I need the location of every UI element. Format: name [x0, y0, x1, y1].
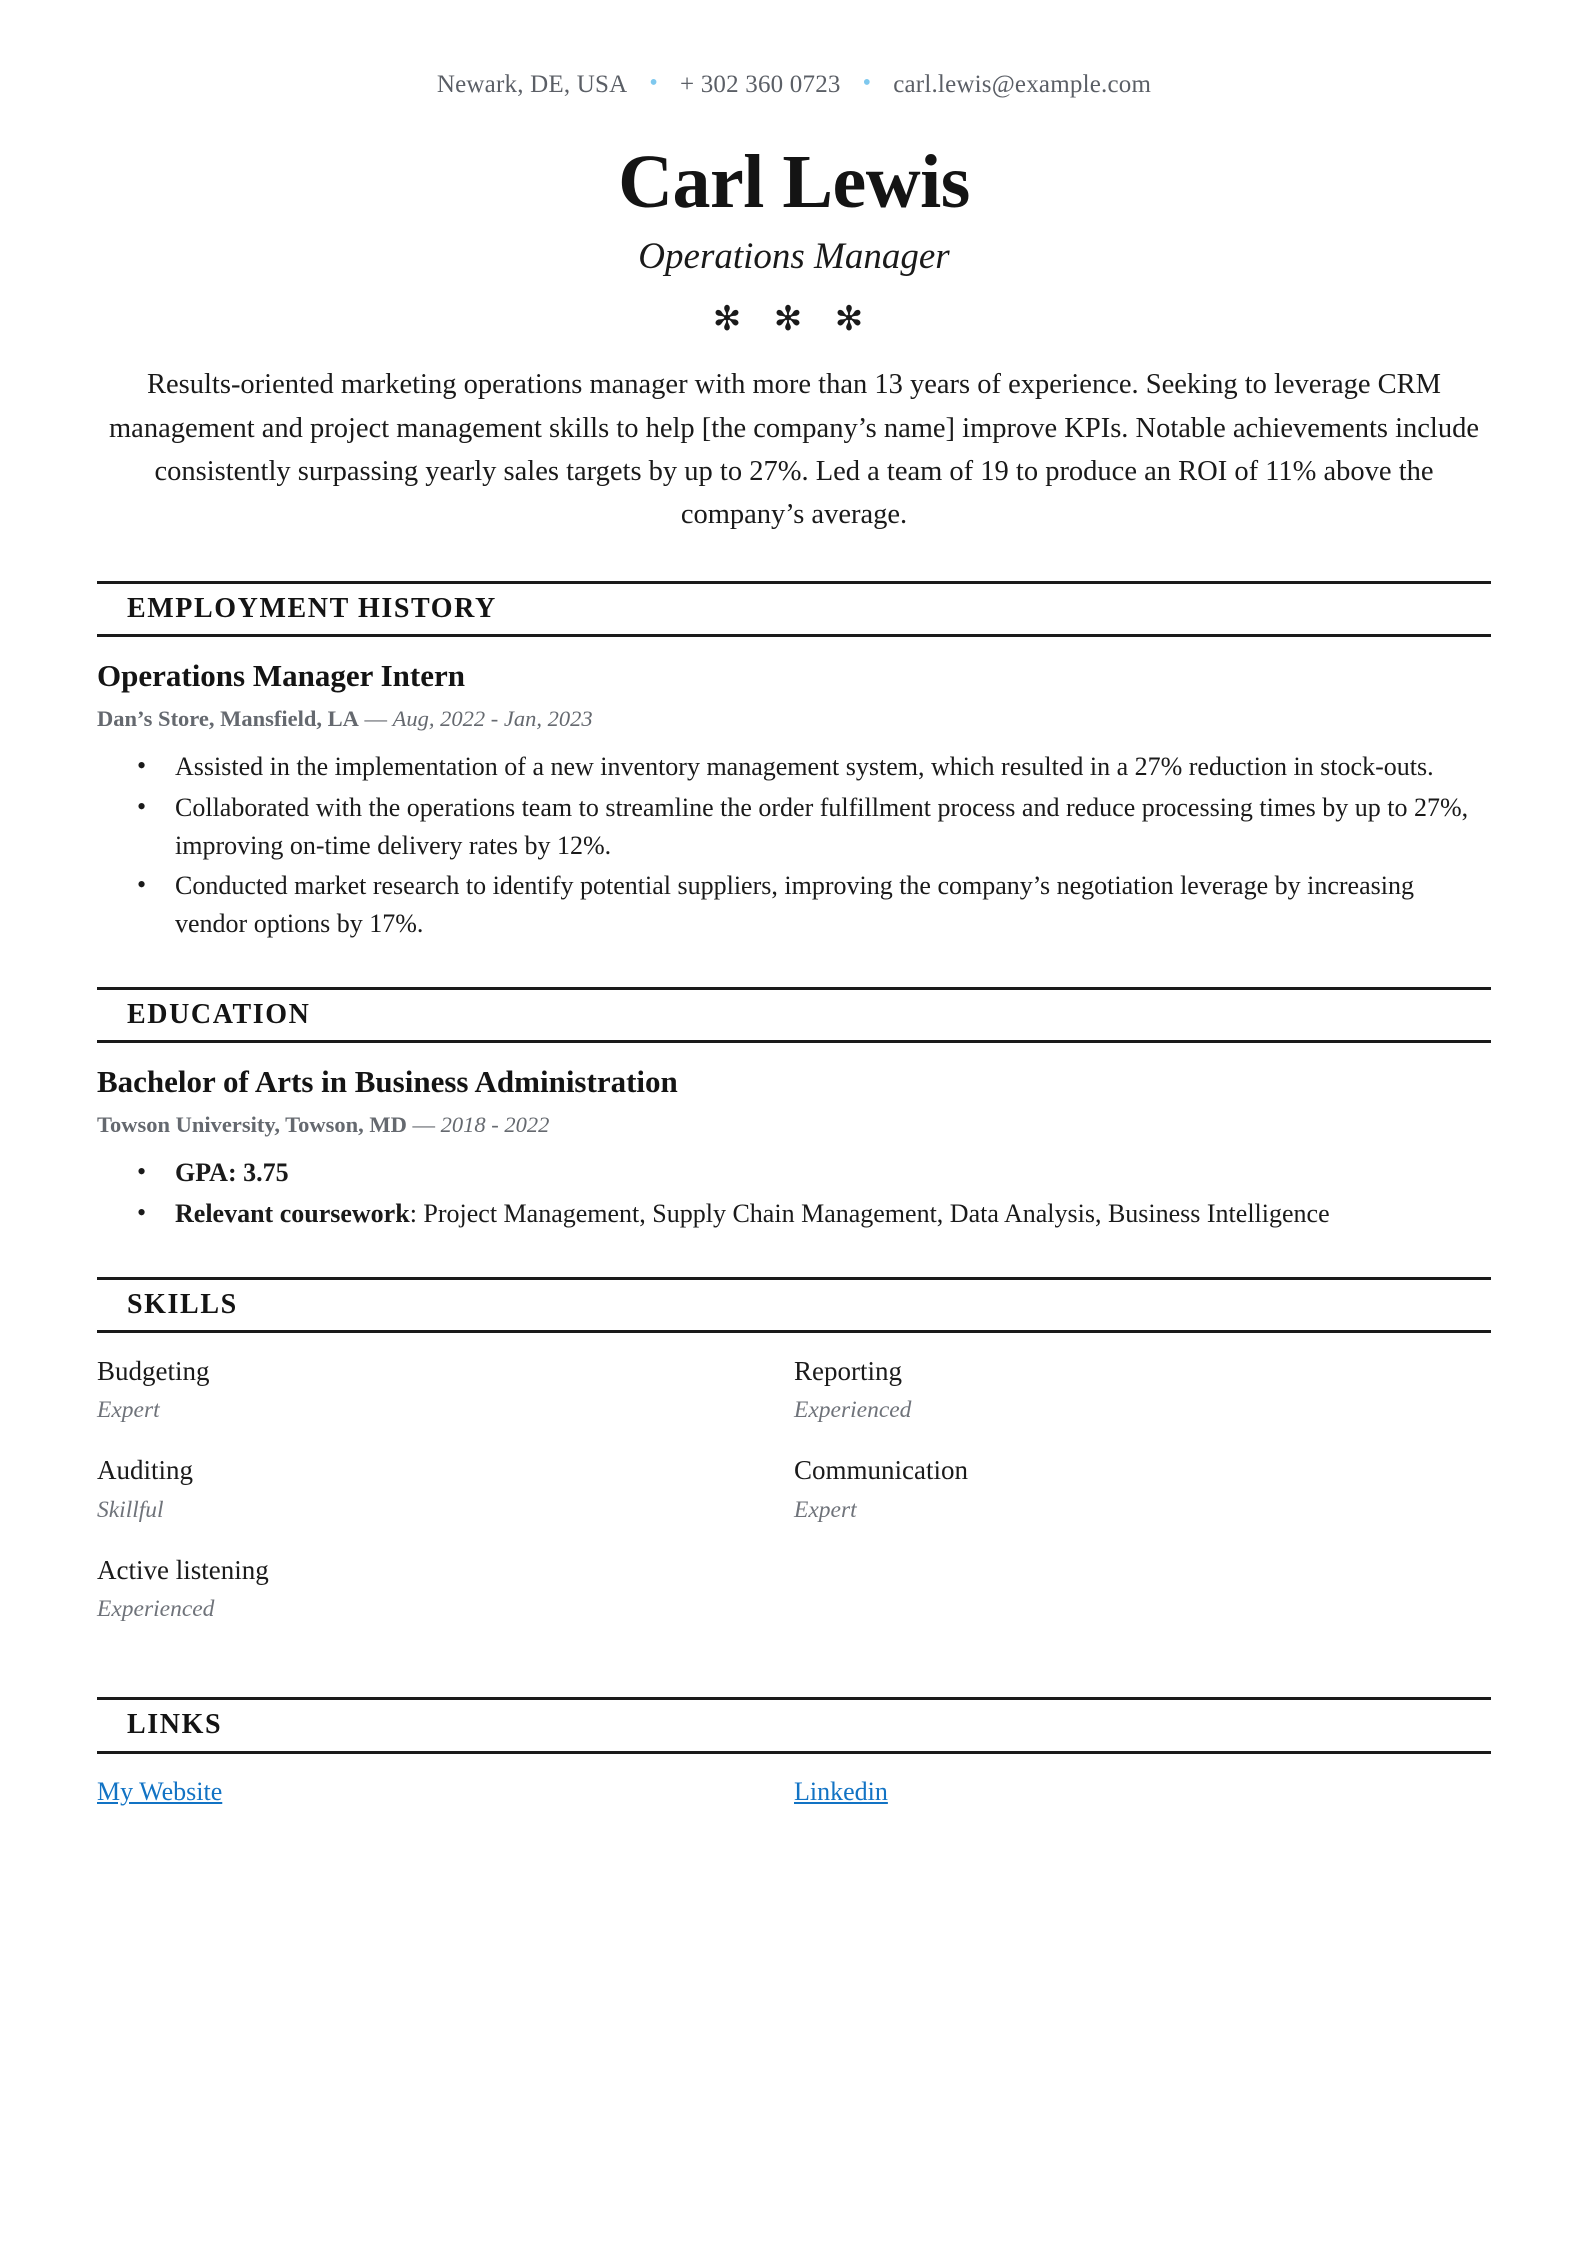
education-dash: — — [406, 1112, 441, 1138]
skill-item — [794, 1454, 1491, 1524]
education-degree: Bachelor of Arts in Business Administration — [97, 1063, 678, 1099]
section-header-skills — [97, 1277, 1491, 1333]
list-item: • Assisted in the implementation of a new inventory management system, which resulted in a 27% reduction in stock-outs. — [137, 748, 1491, 786]
education-bullet-list — [97, 1154, 1491, 1232]
education-entry — [97, 1063, 1491, 1233]
employment-entry — [97, 657, 1491, 943]
list-item-bold: GPA: 3.75 — [175, 1158, 289, 1188]
skill-item-empty — [794, 1554, 1491, 1624]
skill-level: Expert — [97, 1397, 160, 1424]
skill-name: Communication — [794, 1455, 968, 1486]
section-skills — [97, 1277, 1491, 1654]
education-meta — [97, 1111, 1491, 1139]
candidate-job-title: Operations Manager — [638, 235, 950, 277]
section-header-education — [97, 987, 1491, 1043]
education-school: Towson University, Towson, MD — [97, 1112, 407, 1138]
list-item: • Conducted market research to identify potential suppliers, improving the company’s negotiation leverage by increasing vendor options by 17%. — [137, 867, 1491, 942]
professional-summary: Results-oriented marketing operations manager with more than 13 years of experience. Seeking to leverage CRM management and project management skills to help [the company’s name] improve KPIs. Notable achievements include consistently surpassing yearly sales targets by up to 27%. Led a team of 19 to produce an ROI of 11% above the company’s average. — [109, 369, 1479, 531]
links-grid — [97, 1776, 1491, 1807]
skill-name: Budgeting — [97, 1355, 210, 1386]
link-linkedin[interactable]: Linkedin — [794, 1776, 888, 1806]
section-header-links — [97, 1697, 1491, 1753]
employment-job-title: Operations Manager Intern — [97, 657, 465, 693]
employment-meta — [97, 705, 1491, 733]
section-title-skills: SKILLS — [127, 1288, 238, 1320]
contact-separator-1: • — [649, 70, 658, 96]
link-my-website[interactable]: My Website — [97, 1776, 223, 1806]
list-item-rest: : Project Management, Supply Chain Management, Data Analysis, Business Intelligence — [409, 1198, 1330, 1228]
list-item-bold: Relevant coursework — [175, 1198, 410, 1228]
link-cell-website — [97, 1776, 794, 1807]
section-header-employment — [97, 581, 1491, 637]
contact-separator-2: • — [862, 70, 872, 96]
employment-org: Dan’s Store, Mansfield, LA — [97, 706, 359, 732]
section-education — [97, 987, 1491, 1233]
skill-item — [97, 1554, 794, 1624]
employment-dash: — — [358, 706, 393, 732]
skill-level: Experienced — [794, 1397, 912, 1424]
skill-level: Skillful — [97, 1496, 164, 1523]
education-dates: 2018 - 2022 — [440, 1112, 550, 1138]
skill-item — [97, 1355, 794, 1425]
section-title-education: EDUCATION — [127, 998, 311, 1030]
skill-item — [794, 1355, 1491, 1425]
section-employment-history — [97, 581, 1491, 943]
section-title-employment: EMPLOYMENT HISTORY — [127, 592, 497, 624]
candidate-name: Carl Lewis — [618, 140, 970, 224]
skill-name: Auditing — [97, 1455, 194, 1486]
contact-line — [97, 0, 1491, 97]
skill-name: Active listening — [97, 1554, 269, 1585]
contact-email: carl.lewis@example.com — [893, 71, 1152, 98]
skills-grid — [97, 1355, 1491, 1654]
list-item: • Collaborated with the operations team to streamline the order fulfillment process and reduce processing times by up to 27%, improving on-time delivery rates by 12%. — [137, 789, 1491, 864]
skill-name: Reporting — [794, 1355, 902, 1386]
section-title-links: LINKS — [127, 1709, 223, 1741]
skill-item — [97, 1454, 794, 1524]
skill-level: Expert — [794, 1496, 857, 1523]
employment-bullet-list — [97, 748, 1491, 942]
link-cell-linkedin — [794, 1776, 1491, 1807]
section-links — [97, 1697, 1491, 1806]
employment-dates: Aug, 2022 - Jan, 2023 — [392, 706, 593, 732]
list-item — [137, 1195, 1491, 1233]
contact-phone: + 302 360 0723 — [679, 71, 841, 98]
list-item — [137, 1154, 1491, 1192]
skill-level: Experienced — [97, 1596, 215, 1623]
asterisk-divider-icon: ✻ ✻ ✻ — [712, 301, 876, 339]
contact-location: Newark, DE, USA — [436, 71, 628, 98]
